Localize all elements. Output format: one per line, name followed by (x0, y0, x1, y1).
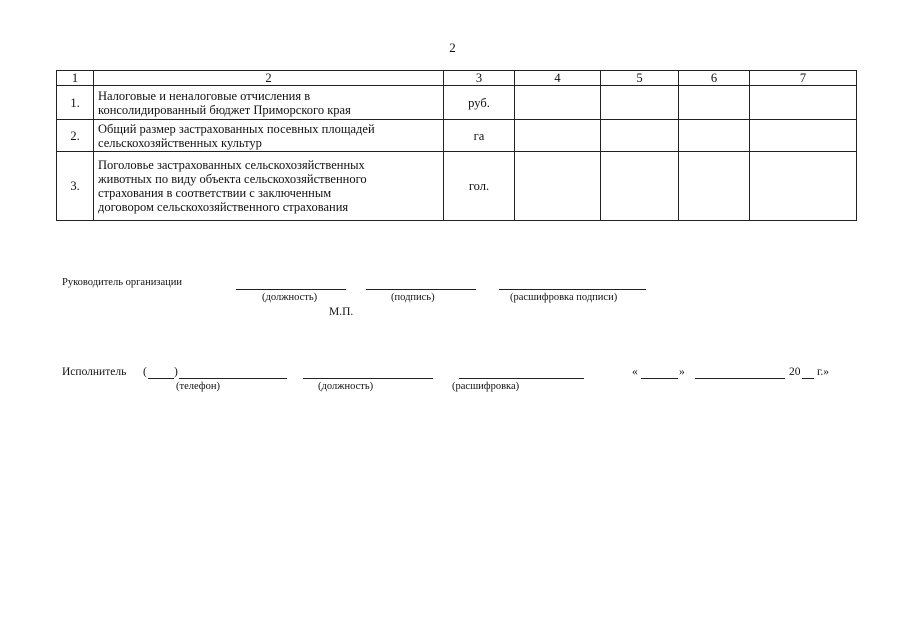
value-cell[interactable] (750, 120, 857, 152)
table-row (57, 120, 857, 152)
date-close-quote: » (679, 366, 685, 378)
value-cell[interactable] (750, 152, 857, 221)
header-cell: 6 (679, 71, 750, 86)
header-cell: 2 (94, 71, 444, 86)
head-of-organization-label: Руководитель организации (62, 277, 182, 288)
row-number: 2. (57, 120, 94, 152)
header-cell: 4 (515, 71, 601, 86)
signature-caption: (подпись) (391, 292, 435, 303)
position-blank[interactable] (236, 289, 346, 290)
header-cell: 7 (750, 71, 857, 86)
page-number: 2 (449, 40, 456, 55)
value-cell[interactable] (679, 120, 750, 152)
indicator-name-line: Общий размер застрахованных посевных площадей (98, 121, 375, 136)
indicator-name-line: сельскохозяйственных культур (98, 135, 262, 150)
date-year-blank[interactable] (802, 378, 814, 379)
unit-cell: руб. (444, 86, 515, 120)
unit-cell: гол. (444, 152, 515, 221)
date-day-blank[interactable] (641, 378, 678, 379)
row-number: 3. (57, 152, 94, 221)
signature-decoding-caption: (расшифровка подписи) (510, 292, 618, 303)
value-cell[interactable] (601, 152, 679, 221)
header-cell: 1 (57, 71, 94, 86)
value-cell[interactable] (679, 152, 750, 221)
value-cell[interactable] (601, 86, 679, 120)
indicator-name (94, 152, 444, 221)
indicator-name (94, 120, 444, 152)
indicator-name (94, 86, 444, 120)
indicator-name-line: Налоговые и неналоговые отчисления в (98, 88, 311, 103)
indicator-name-line: Поголовье застрахованных сельскохозяйственных (98, 158, 365, 172)
header-cell: 3 (444, 71, 515, 86)
report-table (56, 70, 857, 221)
phone-blank[interactable] (179, 378, 287, 379)
table-row (57, 152, 857, 221)
indicator-name-line: животных по виду объекта сельскохозяйственного (98, 172, 367, 186)
executor-label: Исполнитель (62, 366, 127, 378)
value-cell[interactable] (515, 120, 601, 152)
indicator-name-line: страхования в соответствии с заключенным (98, 186, 332, 200)
unit-cell: га (444, 120, 515, 152)
date-year-suffix: г.» (817, 366, 830, 378)
phone-open-paren: ( (143, 366, 147, 378)
executor-decoding-blank[interactable] (459, 378, 584, 379)
date-year-prefix: 20 (789, 366, 801, 378)
date-month-blank[interactable] (695, 378, 785, 379)
value-cell[interactable] (679, 86, 750, 120)
phone-close-paren: ) (174, 366, 178, 378)
executor-position-caption: (должность) (318, 381, 374, 392)
seal-placeholder: М.П. (329, 306, 354, 318)
indicator-name-line: договором сельскохозяйственного страхования (98, 200, 349, 214)
position-caption: (должность) (262, 292, 318, 303)
signature-decoding-blank[interactable] (499, 289, 646, 290)
phone-code-blank[interactable] (148, 378, 174, 379)
phone-caption: (телефон) (176, 381, 220, 392)
date-open-quote: « (632, 366, 638, 378)
value-cell[interactable] (515, 86, 601, 120)
executor-position-blank[interactable] (303, 378, 433, 379)
value-cell[interactable] (750, 86, 857, 120)
signature-blank[interactable] (366, 289, 476, 290)
row-number: 1. (57, 86, 94, 120)
table-header-row (57, 71, 857, 86)
header-cell: 5 (601, 71, 679, 86)
value-cell[interactable] (515, 152, 601, 221)
value-cell[interactable] (601, 120, 679, 152)
executor-decoding-caption: (расшифровка) (452, 381, 520, 392)
table-row (57, 86, 857, 120)
indicator-name-line: консолидированный бюджет Приморского края (98, 102, 351, 117)
